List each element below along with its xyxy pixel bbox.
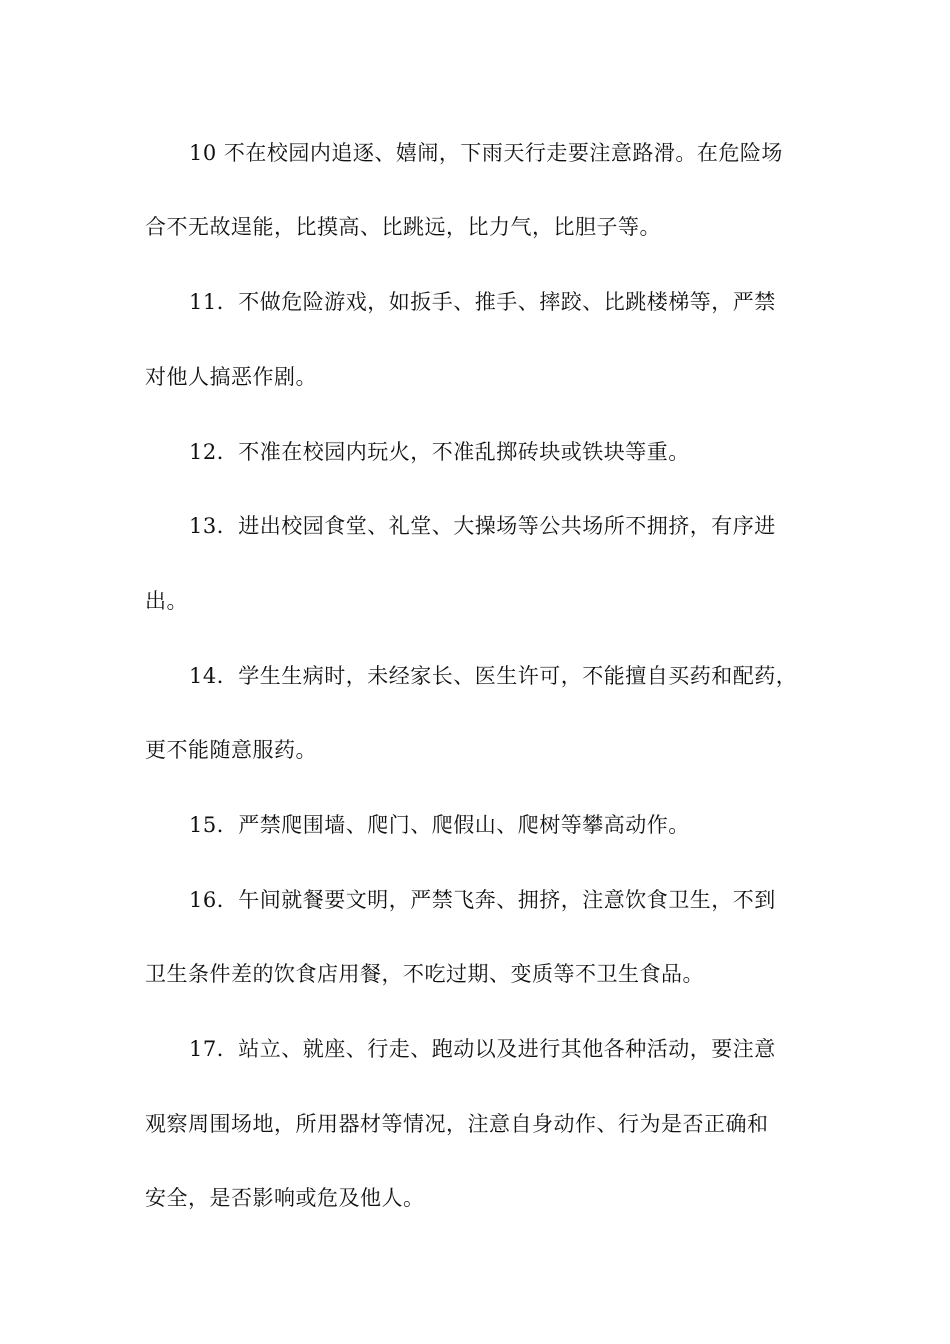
text-line: 合不无故逞能，比摸高、比跳远，比力气，比胆子等。 bbox=[145, 215, 661, 239]
text-line: 对他人搞恶作剧。 bbox=[145, 365, 317, 389]
text-line: 安全，是否影响或危及他人。 bbox=[145, 1186, 425, 1210]
text-line: 11．不做危险游戏，如扳手、推手、摔跤、比跳楼梯等，严禁 bbox=[189, 290, 776, 314]
text-line: 卫生条件差的饮食店用餐，不吃过期、变质等不卫生食品。 bbox=[145, 962, 704, 986]
text-line: 14．学生生病时，未经家长、医生许可，不能擅自买药和配药， bbox=[189, 664, 798, 688]
text-line: 15．严禁爬围墙、爬门、爬假山、爬树等攀高动作。 bbox=[189, 813, 690, 837]
text-line: 16．午间就餐要文明，严禁飞奔、拥挤，注意饮食卫生，不到 bbox=[189, 888, 776, 912]
text-line: 更不能随意服药。 bbox=[145, 738, 317, 762]
text-line: 17．站立、就座、行走、跑动以及进行其他各种活动，要注意 bbox=[189, 1037, 776, 1061]
text-line: 13．进出校园食堂、礼堂、大操场等公共场所不拥挤，有序进 bbox=[189, 514, 776, 538]
text-line: 12．不准在校园内玩火，不准乱掷砖块或铁块等重。 bbox=[189, 440, 690, 464]
text-line: 10 不在校园内追逐、嬉闹，下雨天行走要注意路滑。在危险场 bbox=[189, 141, 783, 165]
text-line: 出。 bbox=[145, 589, 188, 613]
text-line: 观察周围场地，所用器材等情况，注意自身动作、行为是否正确和 bbox=[145, 1112, 769, 1136]
